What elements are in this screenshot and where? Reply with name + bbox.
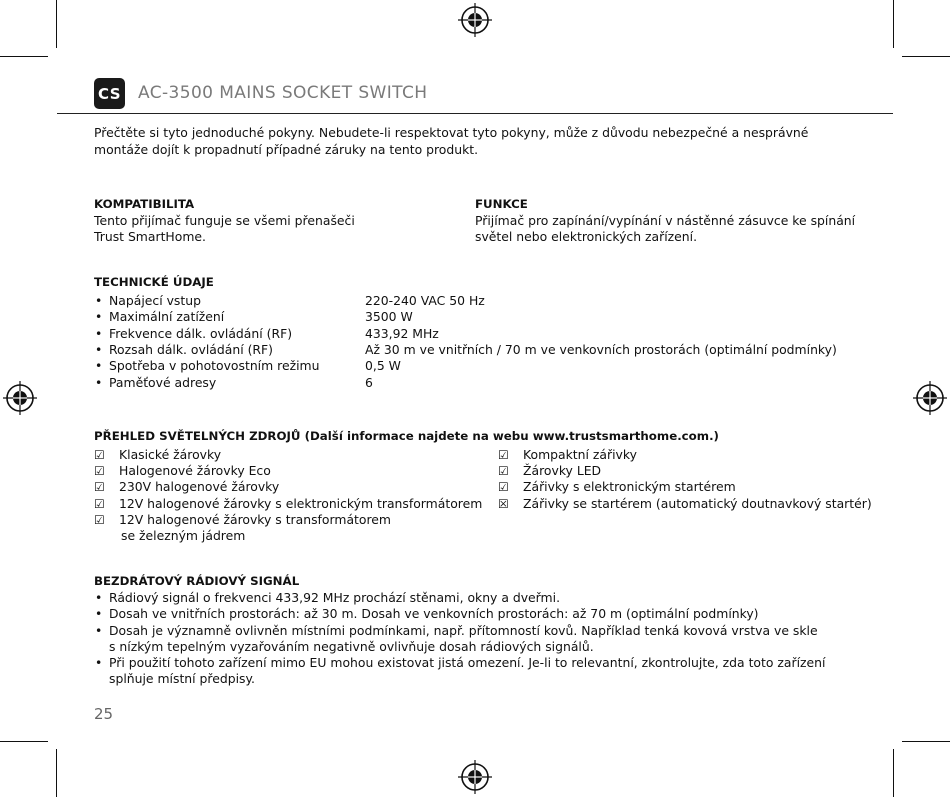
function-line: světel nebo elektronických zařízení. (475, 229, 698, 244)
list-item (94, 479, 482, 495)
crop-mark (0, 741, 48, 742)
bullet: • (95, 341, 103, 357)
crop-mark (893, 0, 894, 48)
list-item-text: s nízkým tepelným vyzařováním negativně ovlivňuje dosah rádiových signálů. (109, 638, 594, 654)
bullet: • (95, 358, 103, 374)
spec-row (94, 326, 854, 342)
list-item (498, 447, 872, 463)
intro-line: Přečtěte si tyto jednoduché pokyny. Nebudete-li respektovat tyto pokyny, může z důvodu nebezpečné a nesprávné (94, 125, 809, 140)
spec-row (94, 358, 854, 374)
checkbox-checked-icon: ☑ (94, 480, 105, 495)
list-item (94, 590, 825, 606)
specs-heading: TECHNICKÉ ÚDAJE (94, 275, 214, 289)
list-item-text: Dosah je významně ovlivněn místními podmínkami, např. přítomností kovů. Například tenká kovová vrstva ve skle (109, 622, 818, 638)
spec-value: 433,92 MHz (365, 325, 439, 341)
bullet: • (95, 293, 103, 308)
spec-value: Až 30 m ve vnitřních / 70 m ve venkovních prostorách (optimální podmínky) (365, 341, 837, 357)
checkbox-checked-icon: ☑ (94, 464, 105, 479)
spec-label: Maximální zatížení (109, 309, 225, 325)
crop-mark (56, 0, 57, 48)
radio-heading: BEZDRÁTOVÝ RÁDIOVÝ SIGNÁL (94, 574, 300, 588)
checkbox-checked-icon: ☑ (498, 480, 509, 495)
registration-mark-icon (913, 381, 947, 415)
crop-mark (0, 56, 48, 57)
list-item-text: Klasické žárovky (119, 447, 222, 462)
crop-mark (902, 56, 950, 57)
list-item-text: Při použití tohoto zařízení mimo EU mohou existovat jistá omezení. Je-li to relevantní, zkontrolujte, zda toto zařízení (109, 655, 826, 671)
list-item (94, 623, 825, 656)
spec-label: Napájecí vstup (109, 293, 201, 308)
intro-paragraph (94, 125, 808, 158)
spec-value: 0,5 W (365, 358, 401, 374)
lights-list-right (498, 447, 872, 512)
list-item-text: 230V halogenové žárovky (119, 479, 280, 495)
list-item-text: Halogenové žárovky Eco (119, 463, 271, 479)
list-item (498, 496, 872, 512)
spec-label: Paměťové adresy (109, 374, 217, 390)
compatibility-line: Tento přijímač funguje se všemi přenašeči (94, 212, 355, 228)
list-item (498, 479, 872, 495)
spec-value: 3500 W (365, 309, 413, 325)
list-item-text: Dosah ve vnitřních prostorách: až 30 m. Dosah ve venkovních prostorách: až 70 m (optimální podmínky) (109, 606, 759, 622)
crop-mark (902, 741, 950, 742)
list-item-text: Kompaktní zářivky (523, 447, 637, 462)
header-divider (57, 113, 893, 114)
spec-row (94, 375, 854, 391)
checkbox-checked-icon: ☑ (94, 512, 105, 527)
bullet: • (95, 325, 103, 341)
spec-row (94, 309, 854, 325)
registration-mark-icon (458, 760, 492, 794)
function-heading: FUNKCE (475, 197, 528, 211)
spec-label: Spotřeba v pohotovostním režimu (109, 358, 320, 374)
radio-list (94, 590, 825, 688)
list-item-text: 12V halogenové žárovky s transformátorem (119, 511, 391, 527)
registration-mark-icon (3, 381, 37, 415)
checkbox-checked-icon: ☑ (94, 448, 105, 462)
list-item (94, 447, 482, 463)
spec-value: 220-240 VAC 50 Hz (365, 293, 485, 308)
list-item (498, 463, 872, 479)
list-item-text-continued: se železným jádrem (121, 528, 246, 544)
function-line: Přijímač pro zapínání/vypínání v nástěnné zásuvce ke spínání (475, 212, 856, 228)
compatibility-heading: KOMPATIBILITA (94, 197, 195, 211)
list-item-text: Zářivky s elektronickým startérem (523, 479, 736, 495)
list-item-text: 12V halogenové žárovky s elektronickým transformátorem (119, 495, 483, 511)
list-item (94, 463, 482, 479)
spec-value: 6 (365, 374, 373, 390)
registration-mark-icon (458, 3, 492, 37)
list-item-text: Žárovky LED (523, 463, 602, 479)
lights-heading: PŘEHLED SVĚTELNÝCH ZDROJŮ (Další informace najdete na webu www.trustsmarthome.com.) (94, 429, 719, 443)
language-badge: CS (94, 78, 125, 109)
checkbox-checked-icon: ☑ (94, 496, 105, 511)
spec-label: Frekvence dálk. ovládání (RF) (109, 325, 293, 341)
compatibility-line: Trust SmartHome. (94, 229, 206, 244)
spec-row (94, 293, 854, 309)
list-item (94, 496, 482, 512)
function-section (475, 196, 855, 246)
list-item (94, 512, 482, 544)
crop-mark (56, 749, 57, 797)
compatibility-section (94, 196, 355, 246)
spec-label: Rozsah dálk. ovládání (RF) (109, 341, 273, 357)
intro-line: montáže dojít k propadnutí případné záruky na tento produkt. (94, 141, 479, 157)
list-item-text: splňuje místní předpisy. (109, 671, 255, 687)
list-item-text: Zářivky se startérem (automatický doutnavkový startér) (523, 495, 872, 511)
list-item (94, 655, 825, 688)
page-number: 25 (94, 705, 114, 723)
checkbox-unchecked-icon: ☒ (498, 496, 509, 511)
lights-list-left (94, 447, 482, 544)
checkbox-checked-icon: ☑ (498, 464, 509, 479)
crop-mark (893, 749, 894, 797)
bullet: • (95, 374, 103, 390)
checkbox-checked-icon: ☑ (498, 448, 509, 462)
list-item-text: Rádiový signál o frekvenci 433,92 MHz prochází stěnami, okny a dveřmi. (109, 590, 561, 605)
spec-row (94, 342, 854, 358)
bullet: • (95, 309, 103, 325)
list-item (94, 606, 825, 622)
document-title: AC-3500 MAINS SOCKET SWITCH (138, 83, 428, 103)
